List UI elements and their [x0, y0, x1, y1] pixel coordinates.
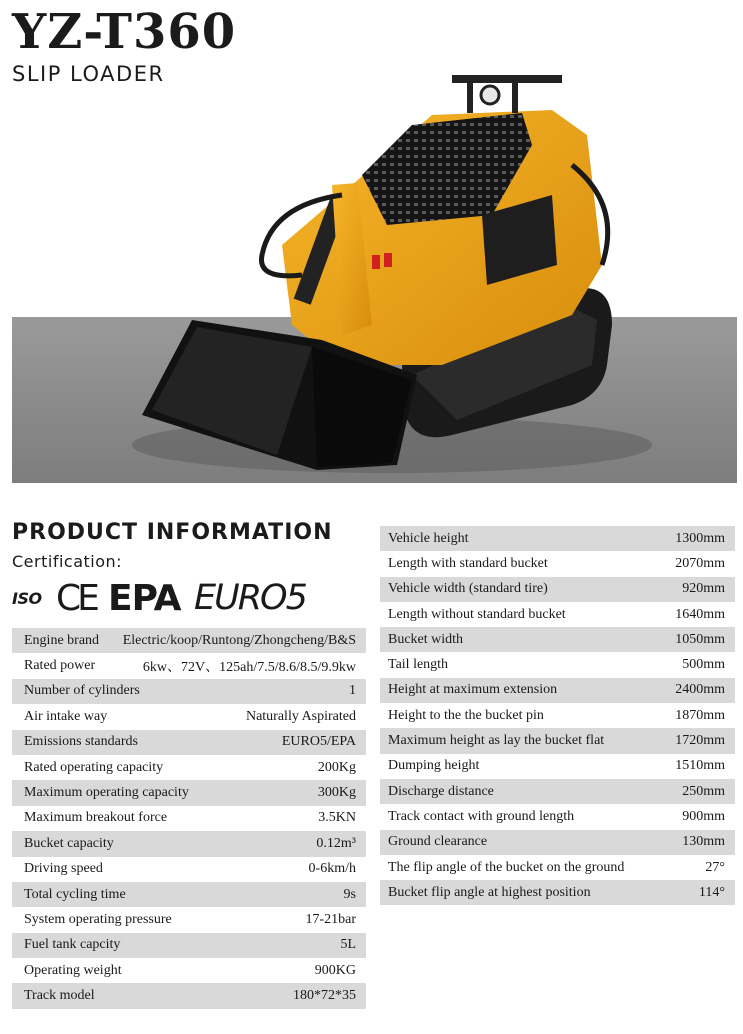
iso-logo: ISO [12, 588, 42, 608]
spec-value: 9s [343, 886, 356, 902]
spec-value: Naturally Aspirated [245, 708, 356, 724]
spec-row [12, 831, 366, 856]
spec-row [12, 730, 366, 755]
spec-label: Length without standard bucket [388, 606, 566, 622]
spec-value: 1050mm [675, 631, 725, 647]
epa-logo: EPA [108, 577, 181, 619]
spec-value: 0-6km/h [308, 861, 356, 877]
spec-row [12, 806, 366, 831]
certification-logos [12, 573, 312, 623]
spec-row [380, 804, 735, 829]
spec-value: 180*72*35 [293, 988, 356, 1004]
spec-value: 1870mm [675, 707, 725, 723]
spec-label: Emissions standards [24, 734, 138, 750]
spec-row [12, 653, 366, 678]
spec-value: 6kw、72V、125ah/7.5/8.6/8.5/9.9kw [142, 660, 356, 676]
spec-row [380, 551, 735, 576]
spec-row [12, 704, 366, 729]
spec-value: 1720mm [675, 733, 725, 749]
spec-value: Electric/koop/Runtong/Zhongcheng/B&S [122, 632, 356, 648]
spec-row [380, 678, 735, 703]
spec-label: Driving speed [24, 861, 103, 877]
spec-label: Maximum operating capacity [24, 785, 189, 801]
spec-row [12, 882, 366, 907]
spec-row [380, 754, 735, 779]
spec-label: Height at maximum extension [388, 682, 558, 698]
spec-row [12, 780, 366, 805]
spec-row [380, 577, 735, 602]
spec-label: Number of cylinders [24, 683, 140, 699]
spec-label: Bucket width [388, 631, 464, 647]
spec-value: 250mm [682, 783, 725, 799]
spec-row [380, 526, 735, 551]
spec-label: Ground clearance [388, 834, 488, 850]
spec-label: Fuel tank capcity [24, 937, 121, 953]
spec-label: Vehicle width (standard tire) [388, 581, 548, 597]
spec-label: Engine brand [24, 632, 100, 648]
spec-value: 5L [340, 937, 356, 953]
right-spec-table [380, 526, 735, 905]
spec-label: Total cycling time [24, 886, 126, 902]
spec-label: System operating pressure [24, 911, 172, 927]
certification-label: Certification: [12, 552, 123, 571]
spec-row [380, 627, 735, 652]
left-spec-table [12, 628, 366, 1009]
spec-label: Track contact with ground length [388, 808, 575, 824]
spec-row [380, 728, 735, 753]
ce-logo: CE [56, 577, 96, 619]
spec-row [12, 857, 366, 882]
spec-value: 27° [705, 859, 725, 875]
spec-row [12, 983, 366, 1008]
spec-value: 300Kg [317, 785, 356, 801]
spec-label: Length with standard bucket [388, 555, 548, 571]
spec-row [12, 958, 366, 983]
spec-label: Discharge distance [388, 783, 494, 799]
spec-label: Height to the the bucket pin [388, 707, 544, 723]
spec-value: 900mm [682, 808, 725, 824]
spec-value: 2070mm [675, 555, 725, 571]
spec-row [380, 830, 735, 855]
model-title: YZ-T360 [12, 4, 237, 60]
spec-value: 1 [349, 683, 356, 699]
spec-value: 200Kg [317, 759, 356, 775]
spec-row [380, 880, 735, 905]
product-photo [12, 65, 737, 483]
spec-label: Vehicle height [388, 530, 469, 546]
spec-row [380, 703, 735, 728]
spec-row [380, 652, 735, 677]
spec-value: 114° [698, 884, 725, 900]
spec-label: Air intake way [24, 708, 108, 724]
spec-value: 1640mm [675, 606, 725, 622]
spec-value: 920mm [682, 581, 725, 597]
model-subtitle: SLIP LOADER [12, 62, 165, 86]
spec-label: Tail length [388, 657, 449, 673]
spec-value: 2400mm [675, 682, 725, 698]
spec-label: The flip angle of the bucket on the ground [388, 859, 625, 875]
spec-value: EURO5/EPA [281, 734, 356, 750]
spec-label: Bucket capacity [24, 835, 114, 851]
spec-value: 130mm [682, 834, 725, 850]
spec-label: Track model [24, 988, 95, 1004]
spec-row [12, 933, 366, 958]
euro5-logo: EURO5 [194, 578, 306, 618]
spec-value: 500mm [682, 657, 725, 673]
spec-label: Rated power [24, 658, 96, 674]
spec-row [12, 755, 366, 780]
product-information-heading: PRODUCT INFORMATION [12, 520, 333, 545]
spec-label: Dumping height [388, 758, 480, 774]
spec-row [12, 628, 366, 653]
spec-value: 1510mm [675, 758, 725, 774]
spec-label: Bucket flip angle at highest position [388, 884, 591, 900]
spec-value: 17-21bar [305, 911, 356, 927]
spec-value: 900KG [314, 962, 356, 978]
spec-row [12, 679, 366, 704]
spec-label: Maximum height as lay the bucket flat [388, 733, 605, 749]
spec-row [380, 779, 735, 804]
spec-label: Operating weight [24, 962, 122, 978]
spec-value: 3.5KN [318, 810, 356, 826]
spec-label: Rated operating capacity [24, 759, 164, 775]
spec-value: 0.12m³ [316, 835, 356, 851]
spec-row [380, 602, 735, 627]
spec-label: Maximum breakout force [24, 810, 168, 826]
spec-row [12, 907, 366, 932]
spec-row [380, 855, 735, 880]
spec-value: 1300mm [675, 530, 725, 546]
